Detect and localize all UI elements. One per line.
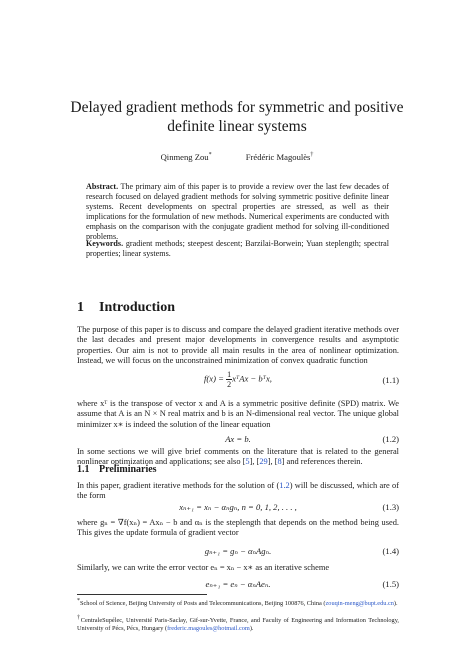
para-text: In this paper, gradient iterative methods for the solution of (	[77, 481, 280, 490]
author-2-mark: †	[310, 152, 314, 159]
equation-tag: (1.1)	[382, 375, 399, 385]
equation-1-4	[77, 546, 399, 558]
equation-1-2	[77, 434, 399, 446]
paragraph-steplength: where gₙ = ∇f(xₙ) = Axₙ − b and αₙ is the steplength that depends on the method being used. This gives the update formula of gradient vector	[77, 518, 399, 538]
citation-link[interactable]: 5	[245, 457, 250, 467]
paragraph-gradient-methods	[77, 481, 399, 502]
author-2	[246, 152, 314, 162]
equation-1-2-body: Ax = b.	[225, 434, 251, 444]
footnote-end: ).	[249, 625, 254, 633]
literature-separator: ], [	[249, 457, 260, 467]
author-1	[161, 152, 212, 162]
footnote-mark: *	[77, 598, 80, 604]
literature-text-start: In some sections we will give brief comments on the literature that is related to the general nonlinear optimization and applications; see also [	[77, 447, 399, 467]
citation-link[interactable]: 8	[277, 457, 282, 467]
equation-1-1	[77, 370, 399, 390]
eq-1-1-lhs: f(x) =	[204, 373, 227, 384]
abstract-text: The primary aim of this paper is to provide a review over the last few decades of research focused on delayed gradient methods for solving symmetric positive definite linear systems. Recent developments on spectral properties are stressed, as well as their implications for the formulation of new methods. Numerical experiments are conducted with emphasis on the comparison with the conjugate gradient method for solving ill-conditioned problems.	[86, 182, 389, 242]
keywords-text: gradient methods; steepest descent; Barzilai-Borwein; Yuan steplength; spectral properties; linear systems.	[86, 239, 389, 259]
equation-1-3	[77, 502, 399, 514]
author-2-name: Frédéric Magoulès	[245, 152, 311, 162]
equation-1-1-body	[77, 370, 399, 389]
email-link[interactable]: zouqin-meng@bupt.edu.cn	[325, 600, 394, 608]
citation-link[interactable]: 29	[259, 457, 268, 467]
literature-separator: ], [	[267, 457, 278, 467]
paragraph-spd: where xᵀ is the transpose of vector x and A is a symmetric positive definite (SPD) matrix. We assume that A is an N × N real matrix and b is an N-dimensional real vector. The unique global minimizer x∗ is indeed the solution of the linear equation	[77, 399, 399, 429]
email-link[interactable]: frederic.magoules@hotmail.com	[167, 625, 250, 633]
section-number: 1	[77, 300, 84, 315]
author-list	[0, 152, 474, 162]
equation-1-5	[77, 579, 399, 591]
section-heading-introduction	[77, 300, 175, 316]
footnote-rule	[77, 594, 207, 595]
footnote-mark: †	[77, 615, 81, 621]
author-1-mark: *	[208, 152, 212, 159]
equation-tag: (1.4)	[382, 546, 399, 556]
equation-tag: (1.3)	[382, 502, 399, 512]
intro-paragraph: The purpose of this paper is to discuss and compare the delayed gradient iterative methods over the last decades and present major developments in convergence results and asymptotic properties. Our aim is not to provide all main results in the area of nonlinear optimization. Instead, we will focus on the unconstrained minimization of convex quadratic function	[77, 325, 399, 366]
footnote-end: ).	[393, 600, 398, 608]
para-text: ) will be discussed, which are of the form	[77, 481, 399, 501]
literature-text-end: ] and references therein.	[281, 457, 363, 467]
author-1-name: Qinmeng Zou	[160, 152, 209, 162]
footnote-1	[77, 597, 399, 608]
equation-1-5-body: eₙ₊₁ = eₙ − αₙAeₙ.	[205, 579, 271, 589]
subsection-title: Preliminaries	[99, 464, 157, 475]
equation-1-3-body: xₙ₊₁ = xₙ − αₙgₙ, n = 0, 1, 2, . . . ,	[179, 502, 297, 512]
eq-1-1-numerator: 1	[227, 370, 232, 379]
section-title: Introduction	[99, 300, 175, 315]
equation-1-4-body: gₙ₊₁ = gₙ − αₙAgₙ.	[204, 546, 272, 556]
eq-1-1-rhs: xᵀAx − bᵀx,	[232, 373, 272, 384]
paper-title: Delayed gradient methods for symmetric and positive definite linear systems	[70, 99, 404, 135]
equation-reference-link[interactable]: 1.2	[279, 481, 290, 490]
eq-1-1-denominator: 2	[227, 380, 232, 389]
equation-tag: (1.2)	[382, 434, 399, 444]
paragraph-error-vector: Similarly, we can write the error vector eₙ = xₙ − x∗ as an iterative scheme	[77, 563, 330, 572]
footnote-text: School of Science, Beijing University of Posts and Telecommunications, Beijing 100876, China (	[80, 600, 326, 608]
subsection-number: 1.1	[77, 464, 90, 475]
footnote-text: CentraleSupélec, Université Paris-Saclay, Gif-sur-Yvette, France, and Faculty of Engineering and Information Technology, University of Pécs, Pécs, Hungary (	[77, 617, 400, 633]
footnote-2	[77, 614, 399, 633]
abstract-label: Abstract.	[86, 182, 119, 191]
equation-tag: (1.5)	[382, 579, 399, 589]
keywords	[86, 239, 389, 259]
subsection-heading-preliminaries	[77, 464, 157, 475]
keywords-label: Keywords.	[86, 239, 124, 248]
abstract	[86, 182, 389, 243]
